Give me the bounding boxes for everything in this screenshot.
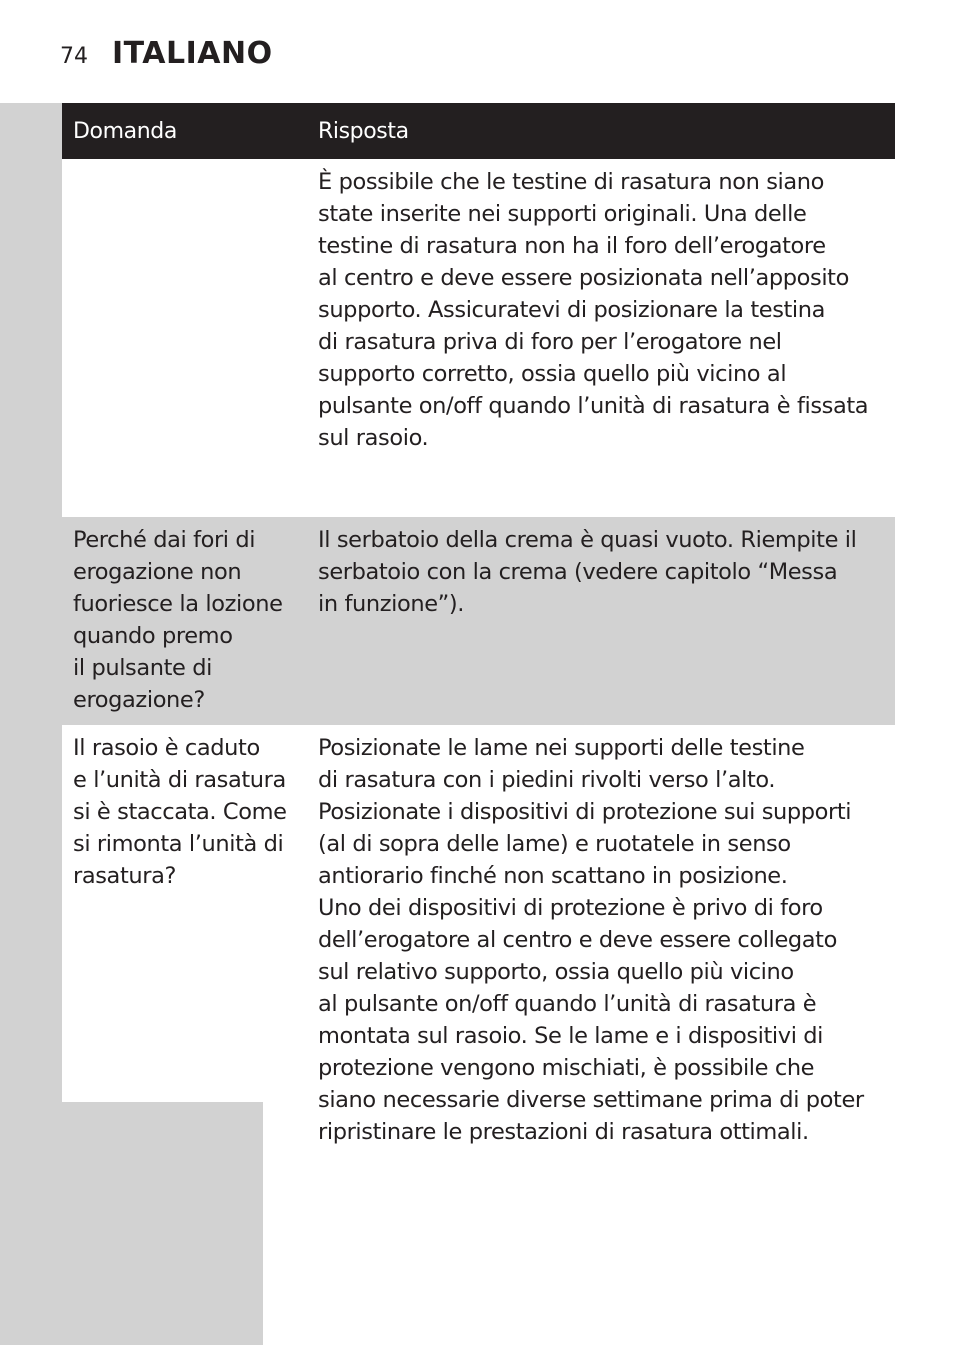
question-line: e l’unità di rasatura <box>73 767 286 793</box>
section-title: ITALIANO <box>112 36 273 71</box>
faq-table <box>62 103 895 1155</box>
answer-line: supporto. Assicuratevi di posizionare la testina <box>318 297 826 323</box>
answer-line: state inserite nei supporti originali. Una delle <box>318 201 807 227</box>
answer-line: (al di sopra delle lame) e ruotatele in senso <box>318 831 791 857</box>
page-number: 74 <box>60 44 88 69</box>
answer-line: ripristinare le prestazioni di rasatura ottimali. <box>318 1119 809 1145</box>
question-cell <box>62 159 318 517</box>
table-row <box>62 725 895 1155</box>
answer-line: sul rasoio. <box>318 425 429 451</box>
answer-line: al centro e deve essere posizionata nell’apposito <box>318 265 849 291</box>
answer-line: in funzione”). <box>318 591 465 617</box>
answer-cell <box>318 725 895 1155</box>
answer-cell <box>318 159 895 517</box>
answer-line: antiorario finché non scattano in posizione. <box>318 863 788 889</box>
answer-line: È possibile che le testine di rasatura non siano <box>318 169 825 195</box>
answer-line: pulsante on/off quando l’unità di rasatura è fissata <box>318 393 869 419</box>
question-line: rasatura? <box>73 863 177 889</box>
answer-line: montata sul rasoio. Se le lame e i dispositivi di <box>318 1023 824 1049</box>
answer-line: testine di rasatura non ha il foro dell’erogatore <box>318 233 826 259</box>
answer-line: al pulsante on/off quando l’unità di rasatura è <box>318 991 817 1017</box>
answer-line: Uno dei dispositivi di protezione è privo di foro <box>318 895 823 921</box>
question-line: Perché dai fori di <box>73 527 256 553</box>
question-line: fuoriesce la lozione <box>73 591 283 617</box>
question-cell <box>62 517 318 725</box>
answer-line: siano necessarie diverse settimane prima di poter <box>318 1087 864 1113</box>
answer-line: Il serbatoio della crema è quasi vuoto. Riempite il <box>318 527 857 553</box>
question-line: Il rasoio è caduto <box>73 735 260 761</box>
answer-line: Posizionate i dispositivi di protezione sui supporti <box>318 799 852 825</box>
question-line: quando premo <box>73 623 233 649</box>
question-line: si è staccata. Come <box>73 799 287 825</box>
answer-line: supporto corretto, ossia quello più vicino al <box>318 361 787 387</box>
answer-line: di rasatura con i piedini rivolti verso l’alto. <box>318 767 776 793</box>
question-line: erogazione non <box>73 559 242 585</box>
answer-line: dell’erogatore al centro e deve essere collegato <box>318 927 837 953</box>
answer-line: Posizionate le lame nei supporti delle testine <box>318 735 805 761</box>
answer-line: serbatoio con la crema (vedere capitolo “Messa <box>318 559 838 585</box>
column-header-answer: Risposta <box>318 119 409 144</box>
answer-cell <box>318 517 895 725</box>
question-line: il pulsante di <box>73 655 212 681</box>
table-row <box>62 159 895 517</box>
table-header-row <box>62 103 895 159</box>
question-line: erogazione? <box>73 687 205 713</box>
question-line: si rimonta l’unità di <box>73 831 284 857</box>
left-margin-bar <box>0 103 62 1103</box>
answer-line: di rasatura priva di foro per l’erogatore nel <box>318 329 782 355</box>
answer-line: protezione vengono mischiati, è possibile che <box>318 1055 815 1081</box>
table-row <box>62 517 895 725</box>
page-header <box>60 36 273 76</box>
column-header-question: Domanda <box>73 119 177 144</box>
answer-line: sul relativo supporto, ossia quello più vicino <box>318 959 794 985</box>
question-cell <box>62 725 318 1155</box>
